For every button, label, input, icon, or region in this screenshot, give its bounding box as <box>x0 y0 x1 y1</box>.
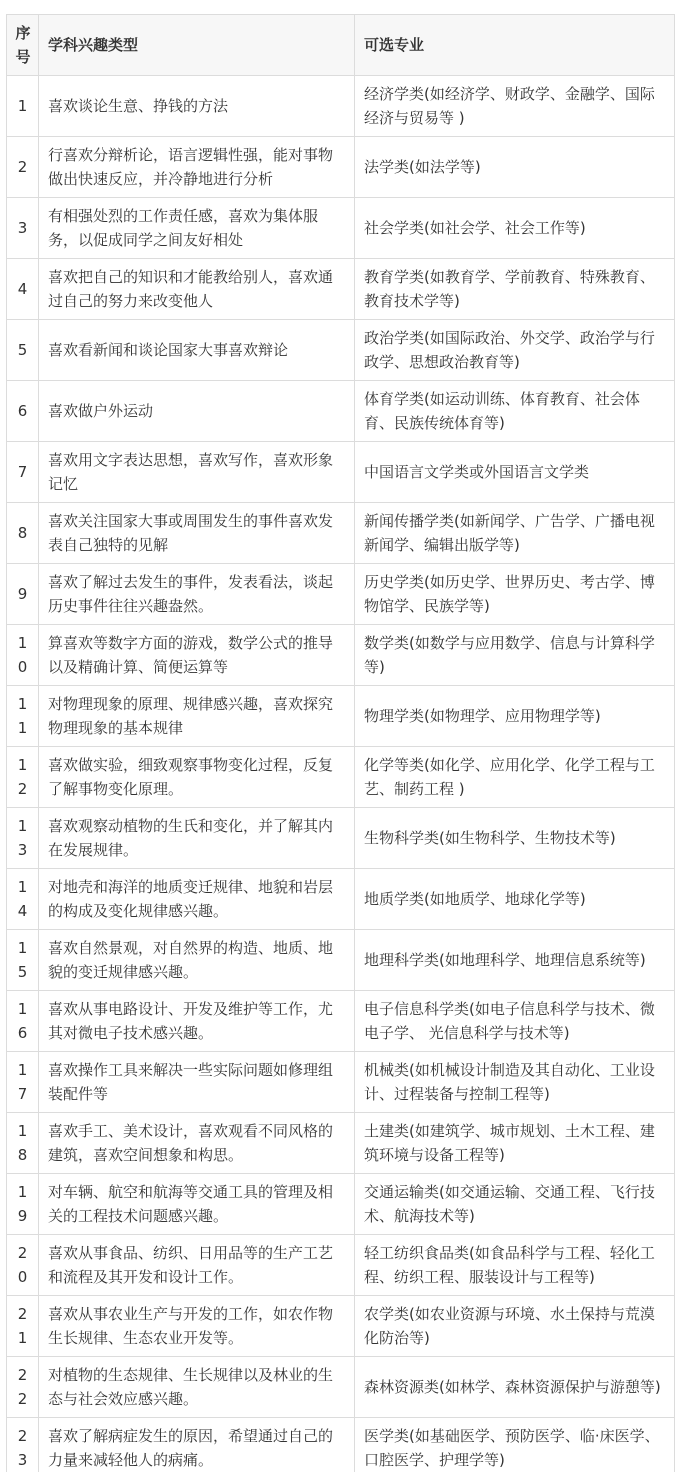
table-row <box>7 1174 675 1235</box>
header-major: 可选专业 <box>355 15 675 76</box>
row-num-cell <box>7 442 39 503</box>
row-num: 8 <box>17 524 28 542</box>
row-num-cell <box>7 930 39 991</box>
table-row <box>7 686 675 747</box>
row-num: 3 <box>17 219 28 237</box>
row-major: 新闻传播学类(如新闻学、广告学、广播电视新闻学、编辑出版学等) <box>355 503 675 564</box>
row-num: 22 <box>17 1366 28 1408</box>
row-num: 12 <box>17 756 28 798</box>
row-major: 交通运输类(如交通运输、交通工程、飞行技术、航海技术等) <box>355 1174 675 1235</box>
row-num-cell <box>7 1113 39 1174</box>
row-num: 1 <box>17 97 28 115</box>
row-interest: 喜欢看新闻和谈论国家大事喜欢辩论 <box>39 320 355 381</box>
row-num-cell <box>7 1174 39 1235</box>
row-interest: 喜欢关注国家大事或周围发生的事件喜欢发表自己独特的见解 <box>39 503 355 564</box>
table-row <box>7 564 675 625</box>
row-num-cell <box>7 869 39 930</box>
row-num-cell <box>7 991 39 1052</box>
row-major: 轻工纺织食品类(如食品科学与工程、轻化工程、纺织工程、服装设计与工程等) <box>355 1235 675 1296</box>
row-num: 10 <box>17 634 28 676</box>
table-row <box>7 137 675 198</box>
header-interest: 学科兴趣类型 <box>39 15 355 76</box>
row-major: 体育学类(如运动训练、体育教育、社会体育、民族传统体育等) <box>355 381 675 442</box>
table-row <box>7 1296 675 1357</box>
row-num: 18 <box>17 1122 28 1164</box>
row-num-cell <box>7 686 39 747</box>
row-interest: 喜欢自然景观，对自然界的构造、地质、地貌的变迁规律感兴趣。 <box>39 930 355 991</box>
row-num: 11 <box>17 695 28 737</box>
table-row <box>7 625 675 686</box>
row-num-cell <box>7 625 39 686</box>
table-row <box>7 1357 675 1418</box>
row-num-cell <box>7 259 39 320</box>
row-num: 14 <box>17 878 28 920</box>
row-num: 21 <box>17 1305 28 1347</box>
table-row <box>7 1113 675 1174</box>
row-interest: 对车辆、航空和航海等交通工具的管理及相关的工程技术问题感兴趣。 <box>39 1174 355 1235</box>
row-num: 16 <box>17 1000 28 1042</box>
row-major: 社会学类(如社会学、社会工作等) <box>355 198 675 259</box>
row-num-cell <box>7 76 39 137</box>
row-num: 6 <box>17 402 28 420</box>
row-interest: 对植物的生态规律、生长规律以及林业的生态与社会效应感兴趣。 <box>39 1357 355 1418</box>
row-num: 19 <box>17 1183 28 1225</box>
row-interest: 喜欢了解过去发生的事件，发表看法，谈起历史事件往往兴趣盎然。 <box>39 564 355 625</box>
row-num-cell <box>7 808 39 869</box>
row-num: 20 <box>17 1244 28 1286</box>
row-interest: 喜欢做户外运动 <box>39 381 355 442</box>
table-row <box>7 503 675 564</box>
row-major: 经济学类(如经济学、财政学、金融学、国际经济与贸易等 ) <box>355 76 675 137</box>
row-major: 政治学类(如国际政治、外交学、政治学与行政学、思想政治教育等) <box>355 320 675 381</box>
row-major: 数学类(如数学与应用数学、信息与计算科学等) <box>355 625 675 686</box>
row-interest: 喜欢从事农业生产与开发的工作，如农作物生长规律、生态农业开发等。 <box>39 1296 355 1357</box>
row-num-cell <box>7 320 39 381</box>
row-interest: 喜欢用文字表达思想，喜欢写作，喜欢形象记忆 <box>39 442 355 503</box>
row-major: 法学类(如法学等) <box>355 137 675 198</box>
header-row <box>7 15 675 76</box>
row-major: 农学类(如农业资源与环境、水土保持与荒漠化防治等) <box>355 1296 675 1357</box>
row-major: 物理学类(如物理学、应用物理学等) <box>355 686 675 747</box>
row-major: 生物科学类(如生物科学、生物技术等) <box>355 808 675 869</box>
row-num-cell <box>7 564 39 625</box>
table-row <box>7 76 675 137</box>
row-num-cell <box>7 747 39 808</box>
row-major: 中国语言文学类或外国语言文学类 <box>355 442 675 503</box>
row-interest: 喜欢观察动植物的生氏和变化，并了解其内在发展规律。 <box>39 808 355 869</box>
row-num: 9 <box>17 585 28 603</box>
row-interest: 喜欢把自己的知识和才能教给别人，喜欢通过自己的努力来改变他人 <box>39 259 355 320</box>
header-num-text: 序号 <box>15 24 31 66</box>
row-num-cell <box>7 137 39 198</box>
row-major: 化学等类(如化学、应用化学、化学工程与工艺、制药工程 ) <box>355 747 675 808</box>
row-num-cell <box>7 1052 39 1113</box>
row-interest: 行喜欢分辩析论，语言逻辑性强，能对事物做出快速反应，并冷静地进行分析 <box>39 137 355 198</box>
row-num-cell <box>7 1357 39 1418</box>
interest-major-table <box>6 14 675 1472</box>
row-num-cell <box>7 198 39 259</box>
row-major: 教育学类(如教育学、学前教育、特殊教育、教育技术学等) <box>355 259 675 320</box>
header-num <box>7 15 39 76</box>
row-num-cell <box>7 1296 39 1357</box>
row-num: 23 <box>17 1427 28 1469</box>
table-row <box>7 259 675 320</box>
table-row <box>7 747 675 808</box>
row-major: 机械类(如机械设计制造及其自动化、工业设计、过程装备与控制工程等) <box>355 1052 675 1113</box>
row-interest: 喜欢做实验，细致观察事物变化过程，反复了解事物变化原理。 <box>39 747 355 808</box>
row-num: 15 <box>17 939 28 981</box>
row-interest: 有相强处烈的工作责任感，喜欢为集体服务，以促成同学之间友好相处 <box>39 198 355 259</box>
row-num-cell <box>7 381 39 442</box>
table-row <box>7 808 675 869</box>
table-row <box>7 381 675 442</box>
row-major: 医学类(如基础医学、预防医学、临·床医学、口腔医学、护理学等) <box>355 1418 675 1472</box>
row-num: 17 <box>17 1061 28 1103</box>
table-row <box>7 930 675 991</box>
row-interest: 喜欢谈论生意、挣钱的方法 <box>39 76 355 137</box>
table-row <box>7 991 675 1052</box>
table-row <box>7 1052 675 1113</box>
row-num-cell <box>7 503 39 564</box>
row-interest: 对物理现象的原理、规律感兴趣，喜欢探究物理现象的基本规律 <box>39 686 355 747</box>
row-num: 2 <box>17 158 28 176</box>
row-major: 森林资源类(如林学、森林资源保护与游憩等) <box>355 1357 675 1418</box>
row-major: 历史学类(如历史学、世界历史、考古学、博物馆学、民族学等) <box>355 564 675 625</box>
row-num: 7 <box>17 463 28 481</box>
row-interest: 对地壳和海洋的地质变迁规律、地貌和岩层的构成及变化规律感兴趣。 <box>39 869 355 930</box>
row-major: 地质学类(如地质学、地球化学等) <box>355 869 675 930</box>
row-major: 地理科学类(如地理科学、地理信息系统等) <box>355 930 675 991</box>
row-major: 电子信息科学类(如电子信息科学与技术、微电子学、 光信息科学与技术等) <box>355 991 675 1052</box>
row-interest: 算喜欢等数字方面的游戏，数学公式的推导以及精确计算、简便运算等 <box>39 625 355 686</box>
row-num: 13 <box>17 817 28 859</box>
table-row <box>7 869 675 930</box>
table-row <box>7 1235 675 1296</box>
table-row <box>7 442 675 503</box>
row-num-cell <box>7 1418 39 1472</box>
row-interest: 喜欢了解病症发生的原因，希望通过自己的力量来减轻他人的病痛。 <box>39 1418 355 1472</box>
table-row <box>7 1418 675 1472</box>
row-interest: 喜欢从事电路设计、开发及维护等工作，尤其对微电子技术感兴趣。 <box>39 991 355 1052</box>
row-num-cell <box>7 1235 39 1296</box>
row-major: 土建类(如建筑学、城市规划、土木工程、建筑环境与设备工程等) <box>355 1113 675 1174</box>
row-interest: 喜欢手工、美术设计，喜欢观看不同风格的建筑，喜欢空间想象和构思。 <box>39 1113 355 1174</box>
table-row <box>7 320 675 381</box>
row-interest: 喜欢操作工具来解决一些实际问题如修理组装配件等 <box>39 1052 355 1113</box>
row-num: 5 <box>17 341 28 359</box>
row-num: 4 <box>17 280 28 298</box>
row-interest: 喜欢从事食品、纺织、日用品等的生产工艺和流程及其开发和设计工作。 <box>39 1235 355 1296</box>
table-row <box>7 198 675 259</box>
